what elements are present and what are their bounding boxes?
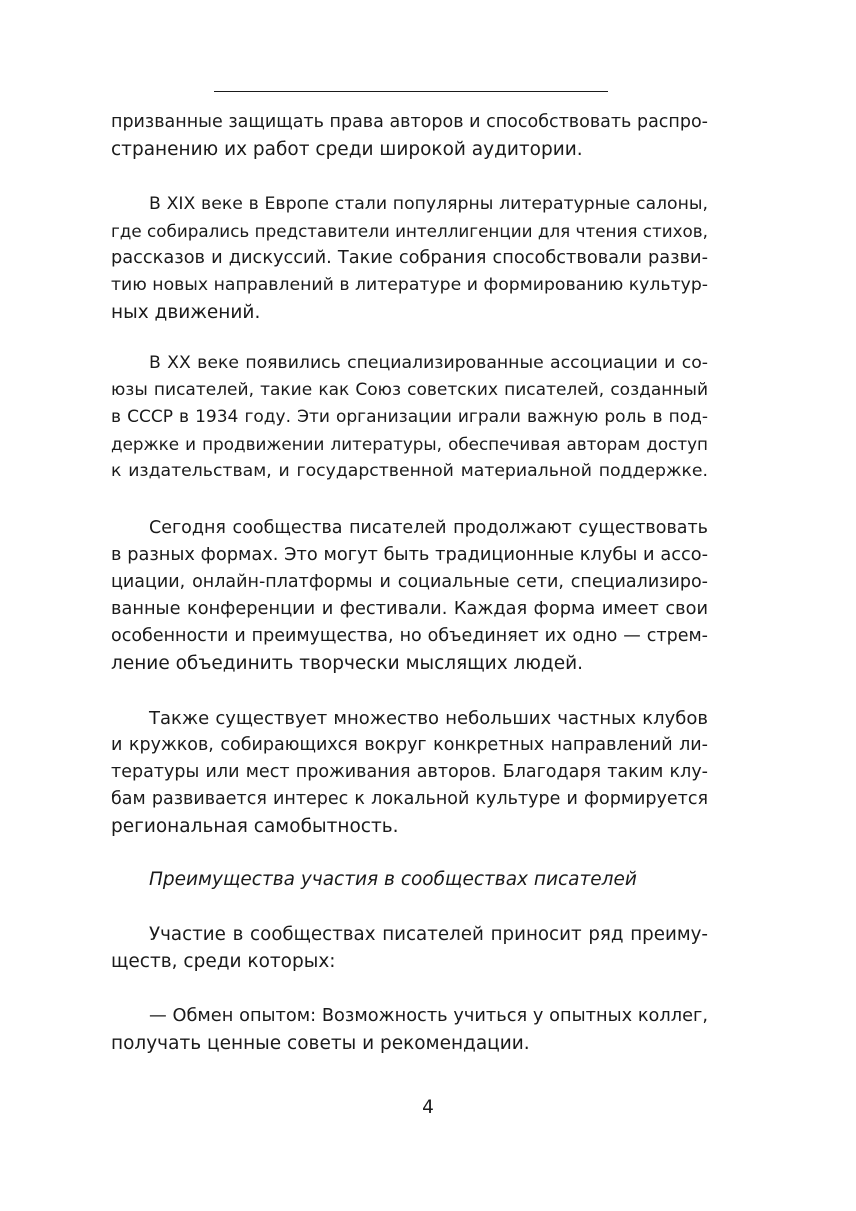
- text-line: Сегодня сообщества писателей продолжают существовать: [149, 518, 708, 538]
- paragraph-5: [111, 705, 708, 840]
- page-number: 4: [422, 1097, 434, 1118]
- text-line: юзы писателей, такие как Союз советских писателей, созданный: [111, 380, 708, 400]
- text-line: и кружков, собирающихся вокруг конкретных направлений ли-: [111, 735, 708, 755]
- paragraph-3: [111, 350, 708, 485]
- text-line: циации, онлайн-платформы и социальные сети, специализиро-: [111, 572, 708, 592]
- paragraph-1: [111, 109, 708, 163]
- text-line: Участие в сообществах писателей приносит ряд преиму-: [149, 924, 708, 945]
- text-line: призванные защищать права авторов и способствовать распро-: [111, 112, 708, 132]
- paragraph-2: [111, 191, 708, 326]
- text-line: в СССР в 1934 году. Эти организации играли важную роль в под-: [111, 407, 708, 427]
- header-rule: [214, 91, 608, 92]
- paragraph-6: [111, 921, 708, 975]
- text-line: тературы или мест проживания авторов. Благодаря таким клу-: [111, 762, 708, 782]
- text-line: ванные конференции и фестивали. Каждая форма имеет свои: [111, 599, 708, 619]
- text-line: странению их работ среди широкой аудитории.: [111, 139, 583, 160]
- text-line: получать ценные советы и рекомендации.: [111, 1033, 530, 1054]
- text-line: держке и продвижении литературы, обеспечивая авторам доступ: [111, 434, 708, 454]
- text-line: В XIX веке в Европе стали популярны литературные салоны,: [149, 194, 708, 214]
- text-line: тию новых направлений в литературе и формированию культур-: [111, 275, 708, 295]
- section-heading: Преимущества участия в сообществах писателей: [149, 869, 637, 890]
- text-line: — Обмен опытом: Возможность учиться у опытных коллег,: [149, 1006, 708, 1026]
- text-line: Также существует множество небольших частных клубов: [149, 708, 708, 729]
- list-item-exchange: [111, 1003, 708, 1057]
- text-line: особенности и преимущества, но объединяет их одно — стрем-: [111, 626, 708, 646]
- text-line: ление объединить творчески мыслящих людей.: [111, 653, 584, 674]
- text-line: ществ, среди которых:: [111, 951, 336, 972]
- text-line: ных движений.: [111, 302, 261, 323]
- text-line: где собирались представители интеллигенции для чтения стихов,: [111, 221, 708, 241]
- text-line: бам развивается интерес к локальной культуре и формируется: [111, 789, 708, 809]
- paragraph-4: [111, 515, 708, 677]
- text-line: к издательствам, и государственной материальной поддержке.: [111, 461, 708, 481]
- text-line: в разных формах. Это могут быть традиционные клубы и ассо-: [111, 545, 708, 565]
- text-line: В XX веке появились специализированные ассоциации и со-: [149, 353, 708, 373]
- text-line: рассказов и дискуссий. Такие собрания способствовали разви-: [111, 248, 708, 268]
- text-line: региональная самобытность.: [111, 816, 399, 837]
